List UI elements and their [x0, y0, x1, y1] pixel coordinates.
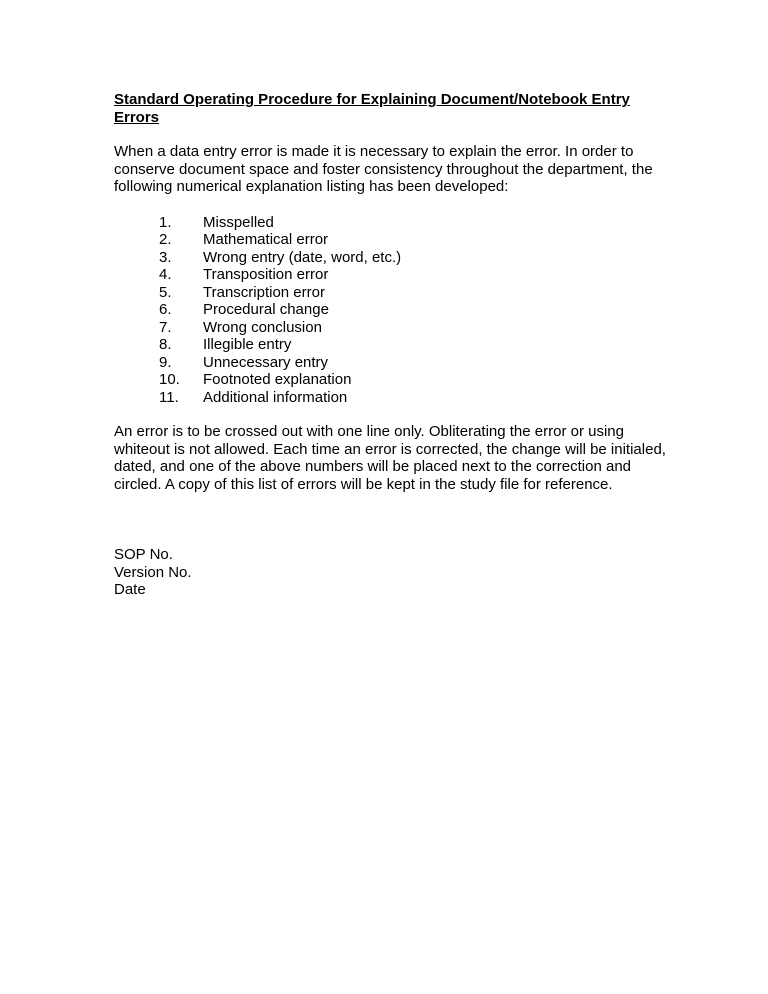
error-code-list [114, 214, 674, 407]
list-item-text: Mathematical error [203, 231, 329, 248]
list-item-number: 4. [159, 266, 172, 283]
list-item [159, 214, 674, 232]
document-title: Standard Operating Procedure for Explaining Document/Notebook Entry Errors [114, 91, 630, 126]
list-item-text: Wrong entry (date, word, etc.) [203, 248, 402, 266]
intro-paragraph: When a data entry error is made it is necessary to explain the error. In order to conserve document space and foster consistency throughout the department, the following numerical explanation listing has been developed: [114, 143, 653, 195]
document-footer [114, 546, 674, 599]
list-item-number: 11. [159, 388, 179, 406]
list-item [159, 389, 674, 407]
list-item [159, 354, 674, 372]
list-item-text: Additional information [203, 388, 348, 406]
list-item-number: 1. [159, 213, 172, 231]
list-item-number: 5. [159, 283, 172, 301]
list-item [159, 284, 674, 302]
version-number-label: Version No. [114, 563, 192, 581]
document-page [114, 91, 674, 599]
list-item [159, 336, 674, 354]
list-item [159, 266, 674, 284]
list-item-number: 10. [159, 371, 180, 388]
list-item-text: Unnecessary entry [203, 353, 329, 371]
list-item-text: Wrong conclusion [203, 318, 322, 336]
list-item [159, 301, 674, 319]
list-item-text: Illegible entry [203, 336, 292, 353]
list-item [159, 249, 674, 267]
list-item [159, 231, 674, 249]
list-item-text: Misspelled [203, 213, 274, 231]
list-item-text: Transposition error [203, 266, 329, 283]
list-item-text: Procedural change [203, 301, 329, 318]
list-item [159, 319, 674, 337]
instructions-paragraph: An error is to be crossed out with one line only. Obliterating the error or using whiteout is not allowed. Each time an error is corrected, the change will be initialed, dated, and one of the above numbers will be placed next to the correction and circled. A copy of this list of errors will be kept in the study file for reference. [114, 423, 666, 493]
sop-number-label: SOP No. [114, 546, 173, 563]
list-item-number: 6. [159, 301, 172, 318]
list-item-number: 9. [159, 353, 172, 371]
list-item-number: 2. [159, 231, 172, 248]
list-item-text: Footnoted explanation [203, 371, 352, 388]
list-item [159, 371, 674, 389]
list-item-number: 3. [159, 248, 172, 266]
date-label: Date [114, 581, 146, 598]
list-item-number: 8. [159, 336, 172, 353]
list-item-number: 7. [159, 318, 172, 336]
list-item-text: Transcription error [203, 283, 325, 301]
